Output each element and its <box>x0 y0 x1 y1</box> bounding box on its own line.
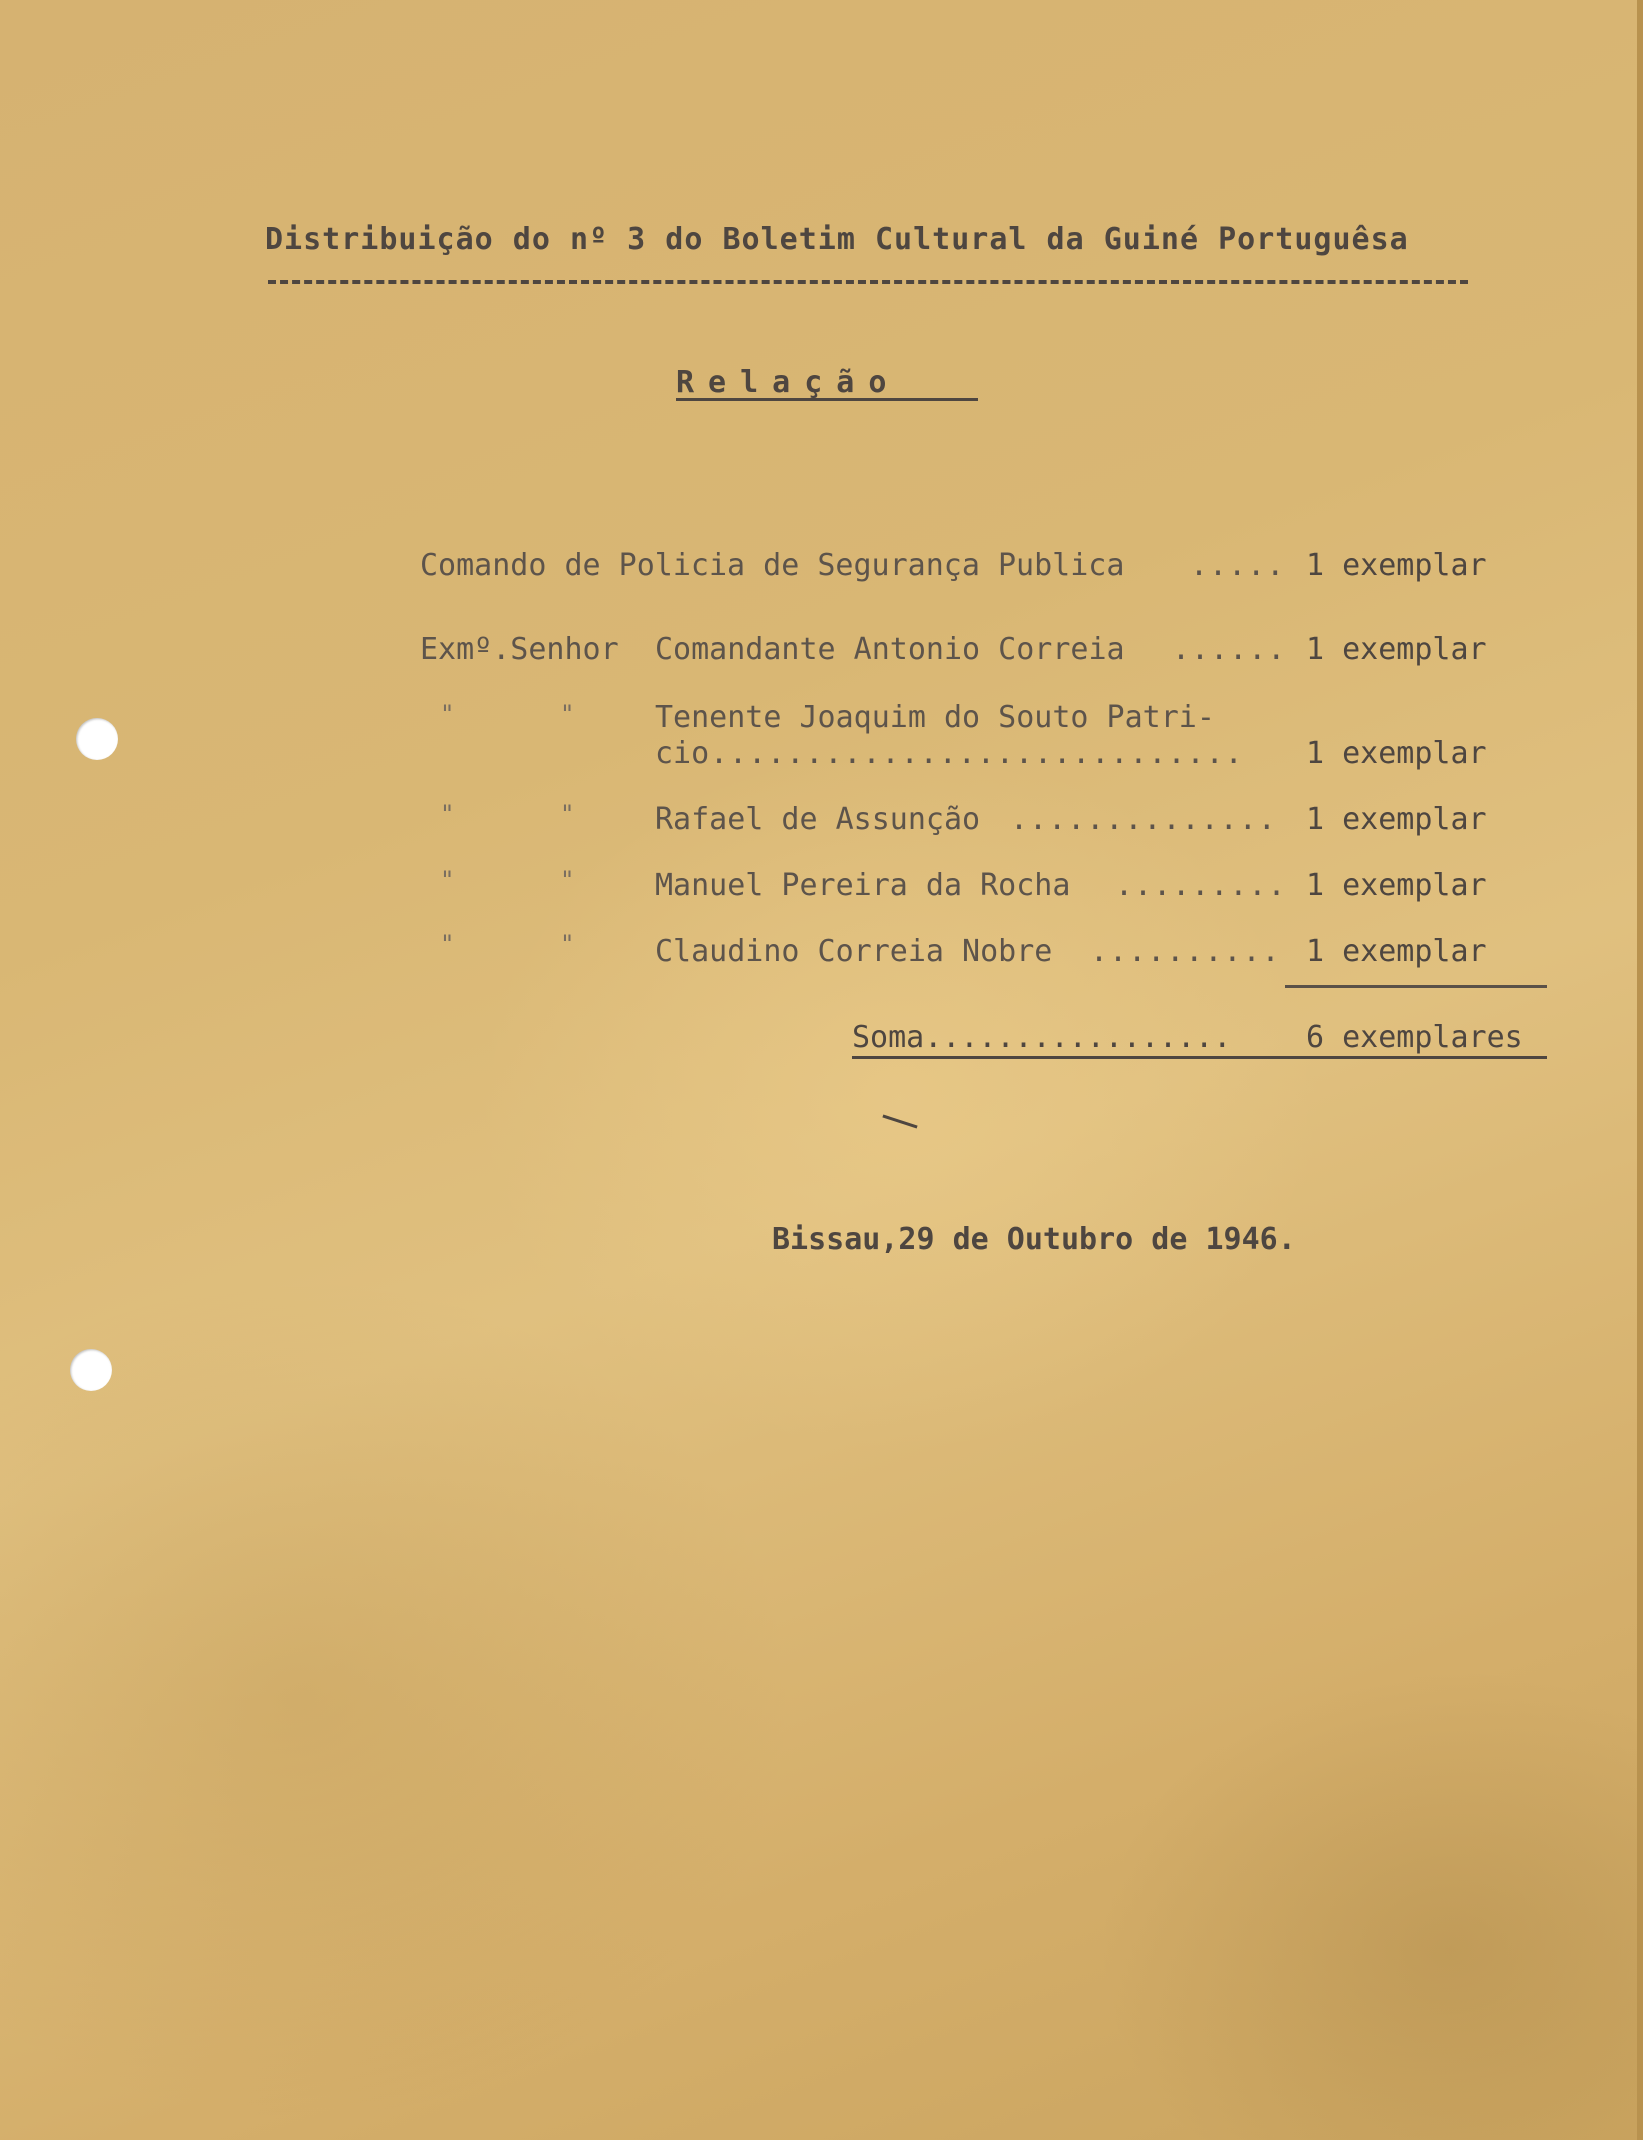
total-rule <box>1285 985 1547 988</box>
entry-quantity: 1 exemplar <box>1306 632 1487 667</box>
entry-prefix: Exmº.Senhor <box>420 632 619 667</box>
total-underline <box>852 1056 1547 1059</box>
entry-name: Manuel Pereira da Rocha <box>655 868 1071 903</box>
ditto-mark: " <box>440 866 455 894</box>
punch-hole <box>76 718 118 760</box>
title-underline <box>268 280 1468 284</box>
entry-quantity: 1 exemplar <box>1306 802 1487 837</box>
entry-quantity: 1 exemplar <box>1306 548 1487 583</box>
document-subtitle: Relação <box>676 365 901 400</box>
document-title: Distribuição do nº 3 do Boletim Cultural da Guiné Portuguêsa <box>265 222 1409 257</box>
entry-quantity: 1 exemplar <box>1306 934 1487 969</box>
entry-leader-dots: ............................ <box>710 736 1244 771</box>
ditto-mark: " <box>440 800 455 828</box>
entry-leader-dots: ..... <box>1190 548 1286 583</box>
entry-name-continued: cio <box>655 736 710 771</box>
place-date: Bissau,29 de Outubro de 1946. <box>772 1222 1296 1257</box>
entry-leader-dots: ...... <box>1172 632 1287 667</box>
entry-quantity: 1 exemplar <box>1306 868 1487 903</box>
entry-name: Comandante Antonio Correia <box>655 632 1125 667</box>
ditto-mark: " <box>560 930 575 958</box>
paper-edge <box>1637 0 1643 2140</box>
ditto-mark: " <box>560 800 575 828</box>
entry-leader-dots: .............. <box>1010 802 1277 837</box>
total-label <box>852 1020 1231 1055</box>
stray-mark <box>882 1115 917 1129</box>
entry-name: Comando de Policia de Segurança Publica <box>420 548 1125 583</box>
total-leader-dots: ................. <box>924 1020 1232 1055</box>
punch-hole <box>70 1349 112 1391</box>
entry-name: Rafael de Assunção <box>655 802 981 837</box>
ditto-mark: " <box>440 700 455 728</box>
ditto-mark: " <box>560 700 575 728</box>
entry-leader-dots: ......... <box>1115 868 1287 903</box>
ditto-mark: " <box>560 866 575 894</box>
ditto-mark: " <box>440 930 455 958</box>
entry-name: Claudino Correia Nobre <box>655 934 1053 969</box>
subtitle-underline <box>676 398 978 401</box>
total-quantity: 6 exemplares <box>1306 1020 1523 1055</box>
entry-leader-dots: .......... <box>1090 934 1281 969</box>
entry-quantity: 1 exemplar <box>1306 736 1487 771</box>
total-label-text: Soma <box>852 1020 925 1055</box>
entry-name: Tenente Joaquim do Souto Patri- <box>655 700 1215 735</box>
